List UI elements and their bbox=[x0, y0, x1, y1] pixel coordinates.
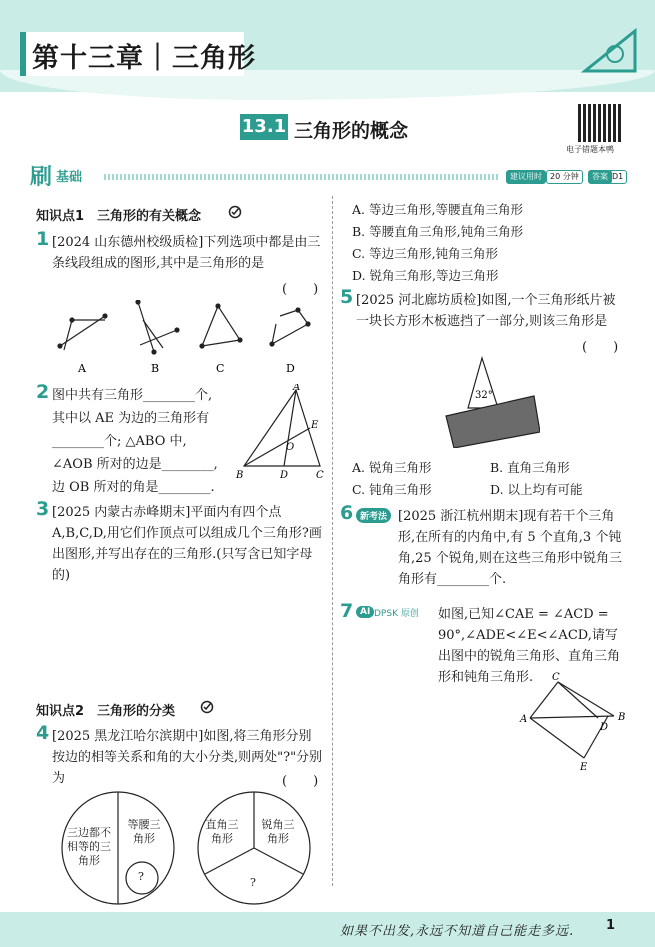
pencil-check-icon bbox=[200, 700, 214, 714]
page-number: 1 bbox=[606, 918, 616, 933]
q5-occluded-triangle-figure bbox=[440, 356, 540, 448]
q5-angle-label: 32° bbox=[475, 390, 493, 401]
q7-ai-badge: AI bbox=[356, 606, 374, 618]
q4-right-question: ? bbox=[250, 876, 256, 889]
q2-label-e: E bbox=[311, 420, 319, 431]
q1-label-d: D bbox=[286, 362, 295, 375]
q7-label-d: D bbox=[600, 722, 609, 733]
q1-number: 1 bbox=[36, 228, 50, 250]
q2-line4: ∠AOB 所对的边是________, bbox=[52, 457, 218, 472]
geometry-tools-icon bbox=[580, 26, 640, 76]
section-title: 三角形的概念 bbox=[294, 120, 409, 142]
knowledge-point-1-title: 知识点1 三角形的有关概念 bbox=[36, 209, 202, 224]
q2-label-b: B bbox=[236, 470, 244, 480]
q1-text: [2024 山东德州校级质检]下列选项中都是由三条线段组成的图形,其中是三角形的是 bbox=[52, 235, 321, 271]
answer-label: 答案 bbox=[588, 170, 612, 184]
q3-text: [2025 内蒙古赤峰期末]平面内有四个点 A,B,C,D,用它们作顶点可以组成几个三角形?画出图形,并写出存在的三角形.(只写含已知字母的) bbox=[52, 505, 322, 583]
answer-page: D1 bbox=[608, 170, 627, 184]
footer-motto: 如果不出发,永远不知道自己能走多远. bbox=[340, 924, 575, 939]
q7-number: 7 bbox=[340, 600, 354, 622]
q5-answer-paren[interactable]: ( ) bbox=[582, 340, 619, 355]
q1-label-c: C bbox=[216, 362, 225, 375]
qr-label: 电子错题本鸭 bbox=[566, 145, 614, 154]
q4-left-sector-1: 三边都不相等的三角形 bbox=[67, 826, 111, 867]
q2-label-o: O bbox=[286, 442, 295, 453]
time-value: 20 分钟 bbox=[546, 170, 583, 184]
q5-option-d[interactable]: D. 以上均有可能 bbox=[490, 482, 583, 497]
q4-option-a[interactable]: A. 等边三角形,等腰直角三角形 bbox=[352, 202, 523, 217]
q4-right-sector-2: 锐角三角形 bbox=[261, 818, 295, 845]
section-number: 13.1 bbox=[240, 114, 288, 140]
brush-icon: 刷 bbox=[30, 165, 53, 190]
q6-text: [2025 浙江杭州期末]现有若干个三角形,在所有的内角中,有 5 个直角,3 个钝角,25 个锐角,则在这些三角形中锐角三角形有________个. bbox=[398, 509, 622, 587]
q2-line2: 其中以 AE 为边的三角形有 bbox=[52, 411, 210, 426]
q4-text: [2025 黑龙江哈尔滨期中]如图,将三角形分别按边的相等关系和角的大小分类,则两处"?"分别为 bbox=[52, 729, 323, 786]
q4-left-sector-2: 等腰三角形 bbox=[127, 818, 161, 845]
q5-option-c[interactable]: C. 钝角三角形 bbox=[352, 482, 432, 497]
qr-code[interactable] bbox=[578, 104, 622, 142]
q4-number: 4 bbox=[36, 722, 50, 744]
q7-label-b: B bbox=[618, 712, 626, 723]
q4-right-sector-1: 直角三角形 bbox=[205, 818, 239, 845]
q2-label-c: C bbox=[316, 470, 324, 480]
q1-figures bbox=[50, 300, 330, 380]
pencil-check-icon bbox=[228, 205, 242, 219]
knowledge-point-2-title: 知识点2 三角形的分类 bbox=[36, 704, 176, 719]
column-divider bbox=[332, 196, 333, 886]
q7-source-badge: DPSK 原创 bbox=[374, 609, 419, 619]
q4-option-b[interactable]: B. 等腰直角三角形,钝角三角形 bbox=[352, 224, 524, 239]
q6-new-method-badge: 新考法 bbox=[356, 508, 391, 523]
q2-label-a: A bbox=[293, 384, 301, 393]
q7-label-a: A bbox=[520, 714, 528, 725]
q1-label-b: B bbox=[151, 362, 160, 375]
q2-triangle-figure bbox=[236, 384, 328, 480]
q2-line3: ________个; △ABO 中, bbox=[52, 434, 187, 449]
q1-label-a: A bbox=[78, 362, 86, 375]
q7-label-c: C bbox=[552, 672, 560, 683]
time-label: 建议用时 bbox=[506, 170, 546, 184]
brush-sub-label: 基础 bbox=[56, 170, 83, 185]
q3-number: 3 bbox=[36, 498, 50, 520]
q4-left-question: ? bbox=[138, 870, 144, 883]
q4-option-d[interactable]: D. 锐角三角形,等边三角形 bbox=[352, 268, 499, 283]
q2-line1: 图中共有三角形________个, bbox=[52, 388, 213, 403]
q6-number: 6 bbox=[340, 502, 354, 524]
q7-label-e: E bbox=[580, 762, 588, 773]
q5-option-b[interactable]: B. 直角三角形 bbox=[490, 460, 570, 475]
q5-number: 5 bbox=[340, 286, 354, 308]
q5-option-a[interactable]: A. 锐角三角形 bbox=[352, 460, 432, 475]
q7-triangle-figure bbox=[516, 670, 632, 774]
q1-answer-paren[interactable]: ( ) bbox=[282, 282, 319, 297]
q5-text: [2025 河北廊坊质检]如图,一个三角形纸片被一块长方形木板遮挡了一部分,则该三角形是 bbox=[356, 293, 616, 329]
q2-label-d: D bbox=[280, 470, 289, 480]
chapter-title: 第十三章｜三角形 bbox=[32, 43, 256, 74]
q4-answer-paren[interactable]: ( ) bbox=[282, 774, 319, 789]
dotted-divider bbox=[104, 174, 500, 180]
q7-text: 如图,已知∠CAE = ∠ACD = 90°,∠ADE<∠E<∠ACD,请写出图中的锐角三角形、直角三角形和钝角三角形. bbox=[438, 607, 621, 685]
q2-line5: 边 OB 所对的角是________. bbox=[52, 480, 215, 495]
q4-option-c[interactable]: C. 等边三角形,钝角三角形 bbox=[352, 246, 499, 261]
q2-number: 2 bbox=[36, 381, 50, 403]
